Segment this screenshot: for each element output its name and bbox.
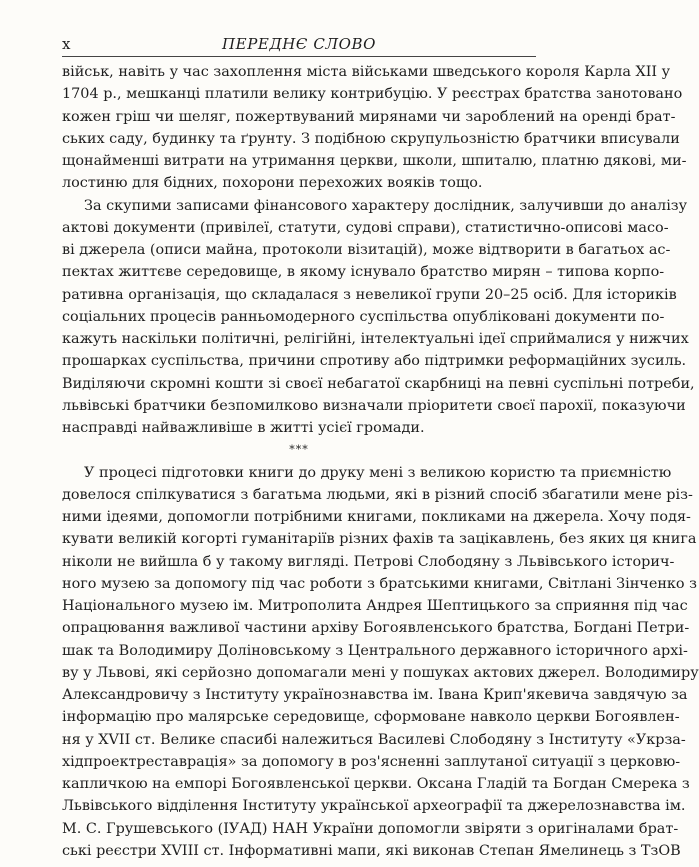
- text-line: ві джерела (описи майна, протоколи візитацій), може відтворити в багатьох ас-: [62, 242, 671, 258]
- text-line: ських саду, будинку та ґрунту. З подібною скрупульозністю братчики вписували: [62, 130, 680, 147]
- text-line: шак та Володимиру Доліновському з Центрального державного історичного архі-: [62, 642, 688, 659]
- text-line: кожен гріш чи шеляг, пожертвуваний мирянами чи зароблений на оренді брат-: [62, 108, 676, 125]
- text-line: прошарках суспільства, причини спротиву або підтримки реформаційних зусиль.: [62, 353, 687, 370]
- text-line: ву у Львові, які серйозно допомагали мені у пошуках актових джерел. Володимиру: [62, 664, 699, 681]
- page-number: x: [62, 35, 71, 53]
- text-line: соціальних процесів ранньомодерного суспільства опубліковані документи по-: [62, 308, 665, 325]
- text-line: ські реєстри XVIII ст. Інформативні мапи, які виконав Степан Ямелинець з ТзОВ: [62, 842, 681, 859]
- text-line: ного музею за допомогу під час роботи з братськими книгами, Світлані Зінченко з: [62, 575, 698, 592]
- text-line: щонайменші витрати на утримання церкви, школи, шпиталю, платню дякові, ми-: [62, 153, 687, 169]
- page-body: [62, 61, 699, 862]
- running-title: ПЕРЕДНЄ СЛОВО: [221, 35, 376, 53]
- paragraph: [62, 195, 695, 440]
- text-line: ними ідеями, допомогли потрібними книгами, покликами на джерела. Хочу подя-: [62, 509, 691, 525]
- text-line: довелося спілкуватися з багатьма людьми, які в різний спосіб збагатили мене різ-: [62, 486, 693, 503]
- text-line: хідпроектреставрація» за допомогу в роз'ясненні заплутаної ситуації з церковю-: [62, 753, 681, 770]
- text-line: актові документи (привілеї, статути, судові справи), статистично-описові масо-: [62, 219, 669, 236]
- text-line: М. С. Грушевського (ІУАД) НАН України допомогли звіряти з оригіналами брат-: [62, 820, 679, 837]
- text-line: ративна організація, що складалася з невеликої групи 20–25 осіб. Для істориків: [62, 286, 677, 303]
- text-line: насправді найважливіше в житті усієї громади.: [62, 420, 425, 436]
- separator-mark: ***: [289, 443, 309, 457]
- text-line: Александровичу з Інституту українознавства ім. Івана Крип'якевича завдячую за: [62, 687, 688, 703]
- text-line: 1704 р., мешканці платили велику контрибуцію. У реєстрах братства занотовано: [62, 86, 683, 103]
- paragraph: [62, 462, 699, 863]
- page-header: [62, 34, 536, 57]
- text-line: пектах життєве середовище, в якому існувало братство мирян – типова корпо-: [62, 264, 665, 281]
- text-line: У процесі підготовки книги до друку мені з великою користю та приємністю: [84, 464, 672, 481]
- text-line: військ, навіть у час захоплення міста військами шведського короля Карла XII у: [62, 64, 671, 80]
- paragraph: [62, 61, 687, 195]
- text-line: ніколи не вийшла б у такому вигляді. Петрові Слободяну з Львівського історич-: [62, 553, 675, 570]
- text-line: За скупими записами фінансового характеру дослідник, залучивши до аналізу: [84, 197, 688, 214]
- text-line: Національного музею ім. Митрополита Андрея Шептицького за сприяння під час: [62, 598, 688, 614]
- text-line: лостиню для бідних, похорони перехожих вояків тощо.: [62, 175, 483, 192]
- text-line: кувати великій когорті гуманітаріїв різних фахів та зацікавлень, без яких ця книга: [62, 531, 697, 548]
- text-line: кажуть наскільки політичні, релігійні, інтелектуальні ідеї сприймалися у нижчих: [62, 331, 689, 347]
- text-line: Львівського відділення Інституту української археографії та джерелознавства ім.: [62, 798, 686, 815]
- text-line: львівські братчики безпомилково визначали пріоритети своєї парохії, показуючи: [62, 397, 686, 414]
- text-line: інформацію про малярське середовище, сформоване навколо церкви Богоявлен-: [62, 709, 680, 726]
- text-line: капличкою на емпорі Богоявленської церкви. Оксана Гладій та Богдан Смерека з: [62, 776, 690, 792]
- text-line: Виділяючи скромні кошти зі своєї небагатої скарбниці на певні суспільні потреби,: [62, 375, 695, 392]
- section-separator: [62, 439, 536, 461]
- text-line: ня у XVII ст. Велике спасибі належиться Василеві Слободяну з Інституту «Укрза-: [62, 731, 686, 748]
- text-line: опрацювання важливої частини архіву Богоявленського братства, Богдані Петри-: [62, 620, 690, 637]
